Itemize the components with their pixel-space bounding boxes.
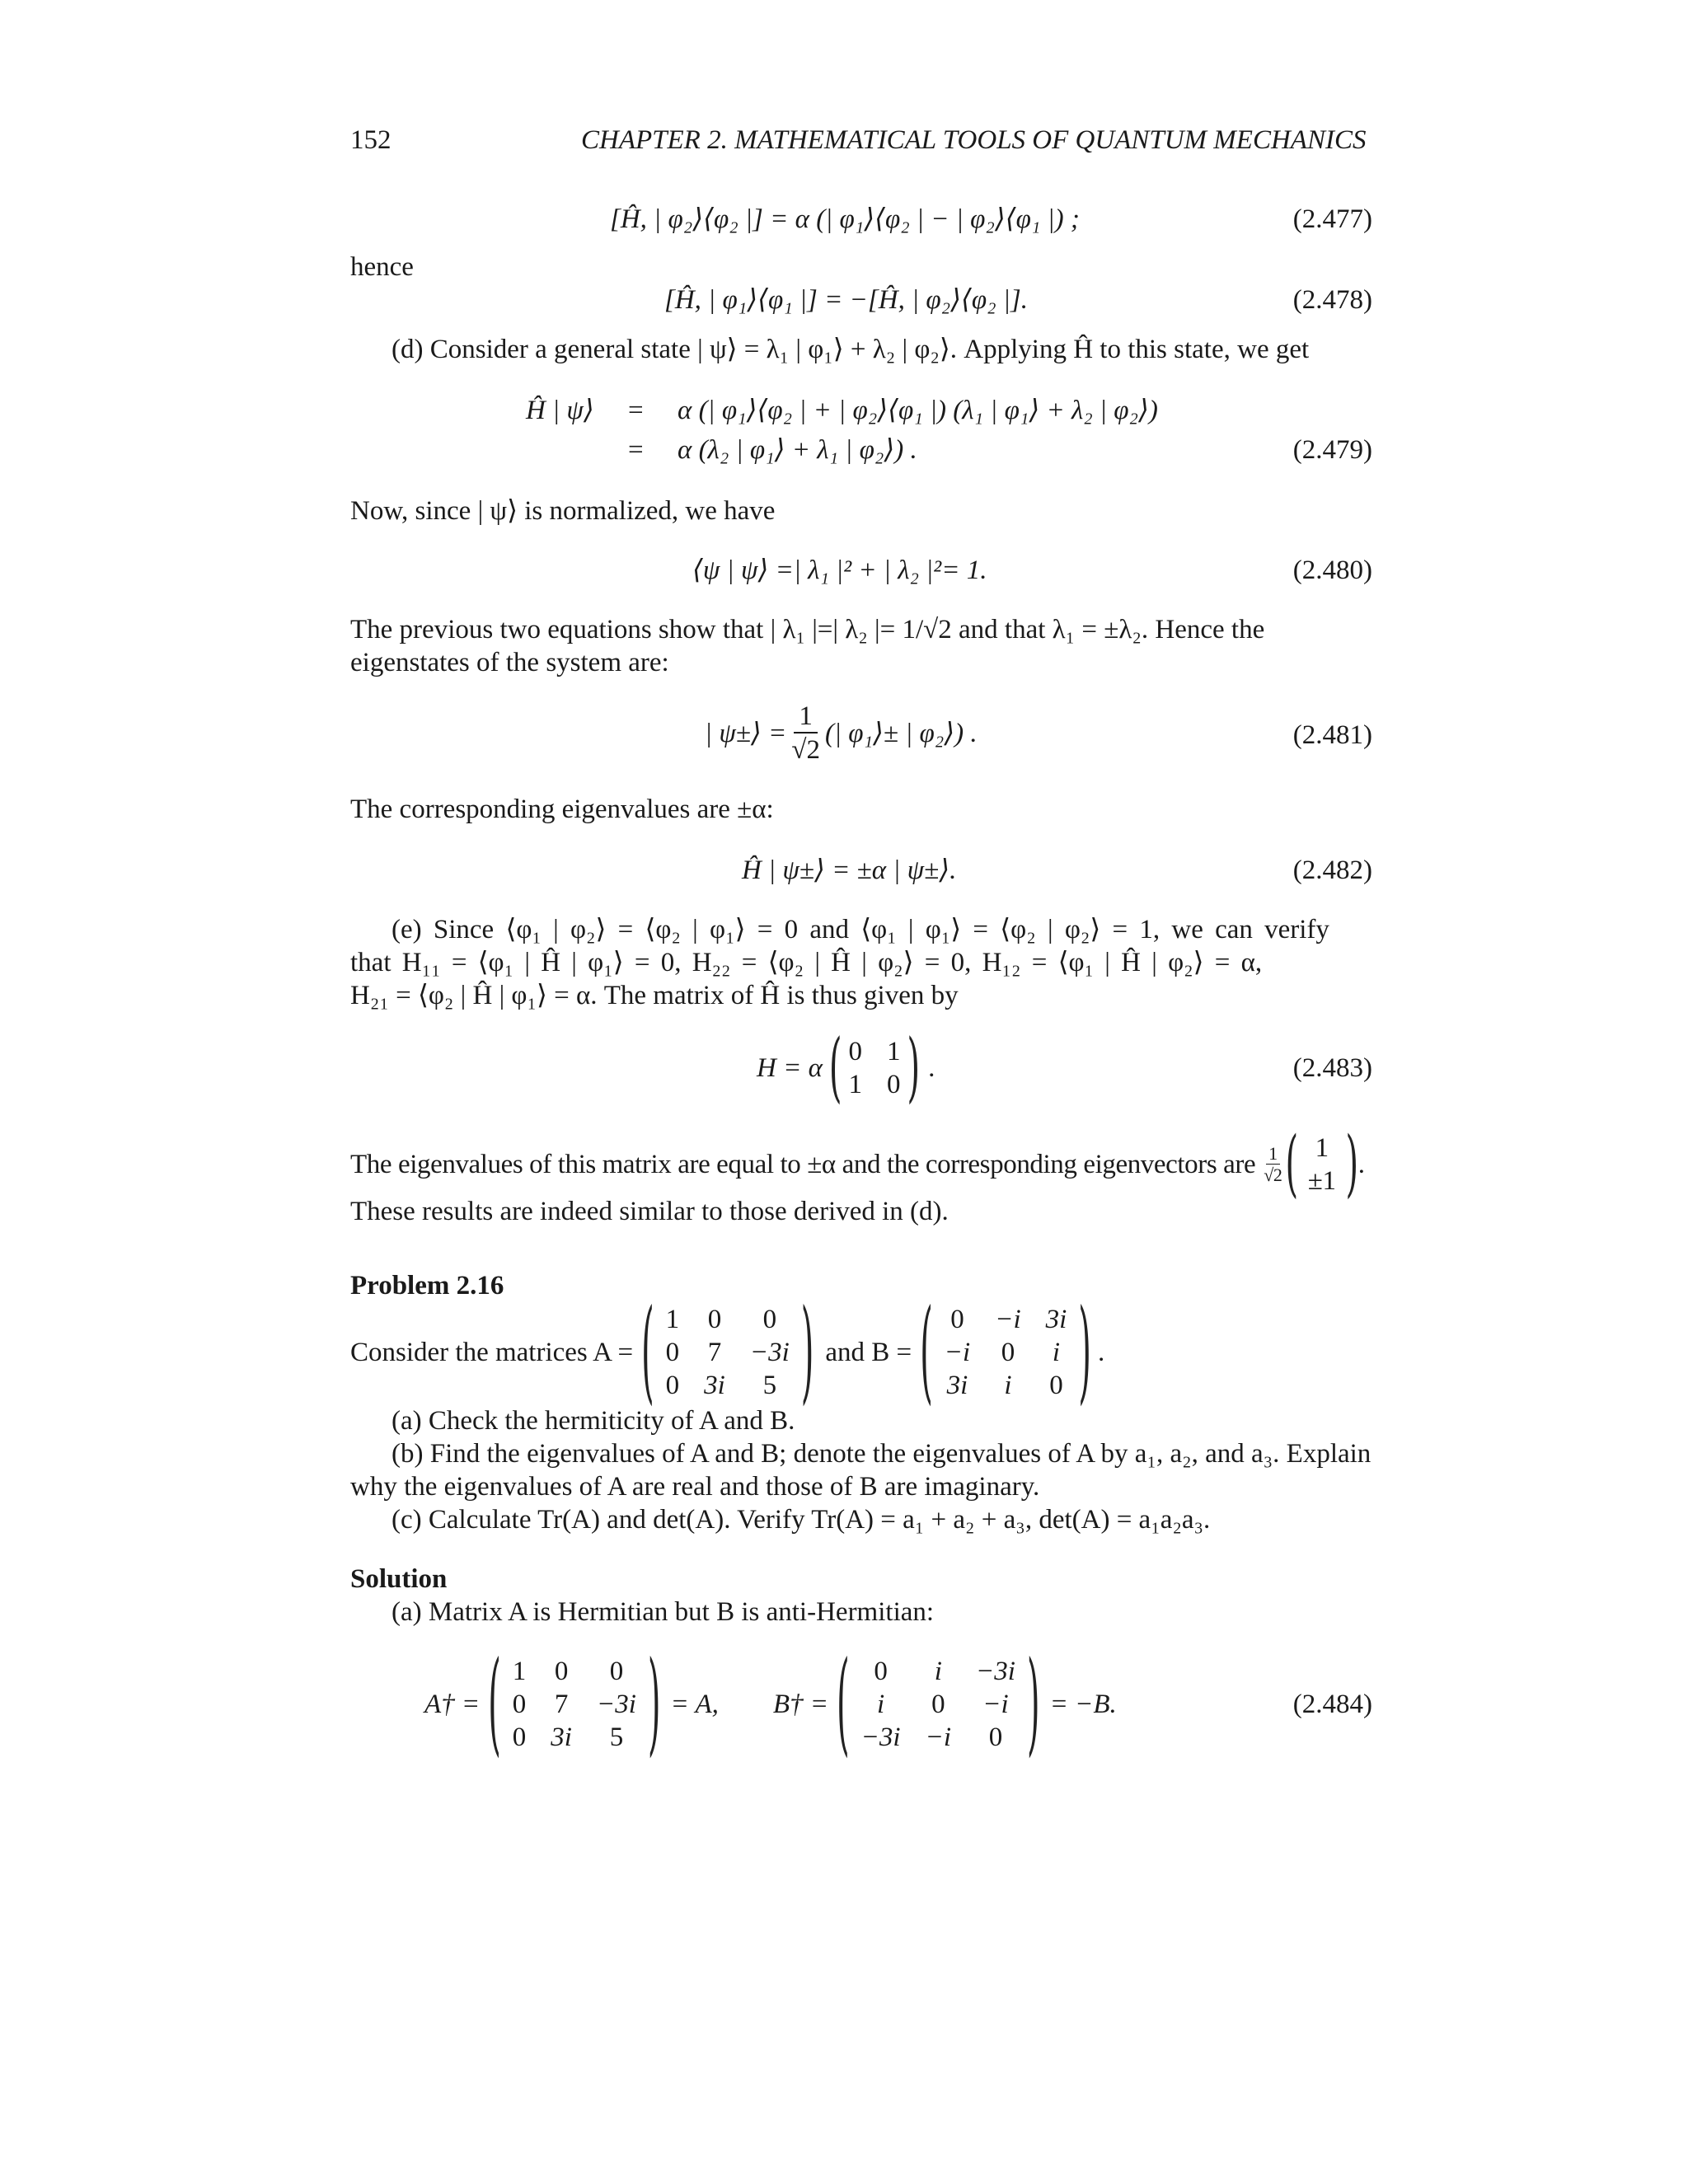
paragraph-previous-two-line-2: eigenstates of the system are: <box>350 648 669 677</box>
right-paren-icon: ) <box>1345 1122 1358 1207</box>
left-paren-icon: ( <box>828 1024 842 1112</box>
right-paren-icon: ) <box>1078 1287 1091 1418</box>
matrix-cell: 5 <box>762 1371 777 1400</box>
matrix-eigenvector <box>1285 1122 1358 1207</box>
equation-2484 <box>424 1639 1117 1769</box>
matrix-cell: 0 <box>665 1338 680 1367</box>
problem-matrices-line <box>350 1287 1105 1418</box>
matrix-b-grid <box>945 1304 1067 1401</box>
equation-2478: [Ĥ, | φ₁⟩⟨φ₁ |] = −[Ĥ, | φ₂⟩⟨φ₂ |]. <box>664 285 1029 315</box>
paragraph-eigenvectors <box>350 1122 1365 1207</box>
equation-2481-fraction <box>791 701 820 766</box>
paragraph-results-similar: These results are indeed similar to those derived in (d). <box>350 1197 949 1226</box>
matrix-cell: −3i <box>596 1690 636 1719</box>
equation-2481-rhs: (| φ₁⟩± | φ₂⟩) . <box>824 719 978 748</box>
matrix-cell: −3i <box>976 1657 1015 1686</box>
equation-number-2484: (2.484) <box>1292 1690 1372 1719</box>
matrix-cell: 0 <box>554 1657 569 1686</box>
equation-number-2477: (2.477) <box>1292 204 1372 234</box>
problem-title: Problem 2.16 <box>350 1271 504 1301</box>
matrix-cell: 0 <box>707 1305 722 1334</box>
right-paren-icon: ) <box>1026 1639 1040 1769</box>
matrix-cell: 1 <box>1315 1133 1329 1163</box>
equation-2483-lhs: H = α <box>757 1053 823 1083</box>
matrix-cell: 0 <box>848 1037 863 1066</box>
matrix-b-dagger <box>837 1639 1040 1769</box>
question-part-a: (a) Check the hermiticity of A and B. <box>392 1406 795 1436</box>
question-part-c: (c) Calculate Tr(A) and det(A). Verify Tr(A) = a₁ + a₂ + a₃, det(A) = a₁a₂a₃. <box>392 1505 1211 1535</box>
eigenvector-fraction <box>1264 1144 1282 1186</box>
matrix-cell: ±1 <box>1307 1166 1336 1196</box>
equation-2479-equals-1: = <box>628 396 644 425</box>
left-paren-icon: ( <box>641 1287 654 1418</box>
matrix-cell: 0 <box>887 1070 901 1099</box>
matrix-cell: i <box>877 1690 885 1719</box>
matrix-cell: 7 <box>554 1690 569 1719</box>
page-number: 152 <box>350 125 392 155</box>
text-hence: hence <box>350 252 414 282</box>
paragraph-part-e-line-3: H₂₁ = ⟨φ₂ | Ĥ | φ₁⟩ = α. The matrix of Ĥ is thus given by <box>350 981 959 1010</box>
equation-2483-tail: . <box>928 1053 935 1083</box>
paragraph-part-e-line-1: (e) Since ⟨φ₁ | φ₂⟩ = ⟨φ₂ | φ₁⟩ = 0 and ⟨φ₁ | φ₁⟩ = ⟨φ₂ | φ₂⟩ = 1, we can verify <box>392 915 1329 944</box>
paragraph-corresponding-eigenvalues: The corresponding eigenvalues are ±α: <box>350 794 774 824</box>
matrix-cell: 0 <box>1001 1338 1015 1367</box>
eigenvector-fraction-denominator: √2 <box>1264 1164 1282 1185</box>
matrix-h <box>828 1024 921 1112</box>
matrix-cell: −3i <box>749 1338 790 1367</box>
matrix-cell: 3i <box>704 1371 725 1400</box>
matrix-a-dagger-grid <box>513 1656 636 1753</box>
left-paren-icon: ( <box>1285 1122 1298 1207</box>
matrix-cell: −3i <box>860 1722 901 1752</box>
equation-number-2480: (2.480) <box>1292 555 1372 585</box>
matrix-a-grid <box>666 1304 790 1401</box>
matrix-b-dagger-grid <box>861 1656 1015 1753</box>
matrix-cell: 3i <box>946 1371 968 1400</box>
question-part-b-line-2: why the eigenvalues of A are real and those of B are imaginary. <box>350 1472 1040 1502</box>
equation-2479-lhs: Ĥ | ψ⟩ <box>526 396 594 425</box>
equation-number-2482: (2.482) <box>1292 855 1372 885</box>
matrix-cell: 0 <box>988 1722 1003 1752</box>
equation-2484-equals-minus-b: = −B. <box>1049 1690 1117 1719</box>
matrix-b <box>920 1287 1091 1418</box>
right-paren-icon: ) <box>647 1639 661 1769</box>
running-title: CHAPTER 2. MATHEMATICAL TOOLS OF QUANTUM MECHANICS <box>581 125 1367 155</box>
matrix-cell: −i <box>982 1690 1009 1719</box>
matrix-cell: i <box>1004 1371 1012 1400</box>
eigenvector-fraction-numerator: 1 <box>1266 1144 1280 1165</box>
matrix-cell: −i <box>925 1722 952 1752</box>
equation-2481 <box>705 701 978 766</box>
matrix-cell: −i <box>944 1338 971 1367</box>
matrix-cell: i <box>1052 1338 1061 1367</box>
equation-number-2478: (2.478) <box>1292 285 1372 315</box>
equation-number-2483: (2.483) <box>1292 1053 1372 1083</box>
matrix-cell: 0 <box>609 1657 624 1686</box>
left-paren-icon: ( <box>488 1639 501 1769</box>
equation-2477: [Ĥ, | φ₂⟩⟨φ₂ |] = α (| φ₁⟩⟨φ₂ | − | φ₂⟩⟨φ₁ |) ; <box>610 204 1080 234</box>
equation-2480: ⟨ψ | ψ⟩ =| λ₁ |² + | λ₂ |²= 1. <box>692 555 987 585</box>
matrix-cell: 0 <box>950 1305 964 1334</box>
matrix-cell: 0 <box>512 1722 527 1752</box>
paragraph-part-d: (d) Consider a general state | ψ⟩ = λ₁ | φ₁⟩ + λ₂ | φ₂⟩. Applying Ĥ to this state, we get <box>392 335 1310 364</box>
matrix-cell: 0 <box>931 1690 945 1719</box>
matrix-cell: 1 <box>848 1070 863 1099</box>
problem-matrices-and-b: and B = <box>825 1338 912 1367</box>
solution-title: Solution <box>350 1564 448 1594</box>
right-paren-icon: ) <box>907 1024 921 1112</box>
matrix-a-dagger <box>488 1639 661 1769</box>
paragraph-previous-two-line-1: The previous two equations show that | λ₁ |=| λ₂ |= 1/√2 and that λ₁ = ±λ₂. Hence the <box>350 615 1265 644</box>
matrix-cell: 0 <box>665 1371 680 1400</box>
equation-2481-lhs: | ψ±⟩ = <box>705 719 787 748</box>
matrix-cell: 1 <box>665 1305 680 1334</box>
equation-2481-denominator: √2 <box>791 735 820 765</box>
matrix-a <box>641 1287 814 1418</box>
matrix-cell: i <box>934 1657 942 1686</box>
matrix-h-grid <box>849 1036 901 1100</box>
problem-matrices-prefix: Consider the matrices A = <box>350 1338 634 1367</box>
equation-2479-rhs-2: α (λ₂ | φ₁⟩ + λ₁ | φ₂⟩) . <box>678 435 917 465</box>
paragraph-part-e-line-2: that H₁₁ = ⟨φ₁ | Ĥ | φ₁⟩ = 0, H₂₂ = ⟨φ₂ | Ĥ | φ₂⟩ = 0, H₁₂ = ⟨φ₁ | Ĥ | φ₂⟩ = α, <box>350 948 1263 977</box>
right-paren-icon: ) <box>800 1287 814 1418</box>
matrix-cell: 0 <box>762 1305 777 1334</box>
equation-number-2481: (2.481) <box>1292 720 1372 750</box>
left-paren-icon: ( <box>837 1639 850 1769</box>
matrix-cell: 5 <box>609 1722 624 1752</box>
problem-matrices-tail: . <box>1097 1338 1105 1367</box>
equation-2483 <box>757 1024 935 1112</box>
solution-part-a: (a) Matrix A is Hermitian but B is anti-Hermitian: <box>392 1597 935 1627</box>
matrix-cell: 7 <box>707 1338 722 1367</box>
equation-2484-a-dagger: A† = <box>424 1690 481 1719</box>
paragraph-eigenvectors-text: The eigenvalues of this matrix are equal to ±α and the corresponding eigenvectors are <box>350 1150 1256 1179</box>
matrix-cell: 0 <box>1049 1371 1063 1400</box>
equation-2482: Ĥ | ψ±⟩ = ±α | ψ±⟩. <box>742 855 957 885</box>
equation-number-2479: (2.479) <box>1292 435 1372 465</box>
matrix-cell: 1 <box>512 1657 527 1686</box>
left-paren-icon: ( <box>920 1287 933 1418</box>
equation-2484-equals-a: = A, <box>670 1690 719 1719</box>
matrix-cell: 1 <box>887 1037 901 1066</box>
equation-2481-numerator: 1 <box>794 701 818 733</box>
matrix-cell: 3i <box>551 1722 572 1752</box>
paragraph-now-since: Now, since | ψ⟩ is normalized, we have <box>350 496 776 526</box>
paragraph-eigenvectors-tail: . <box>1357 1150 1365 1179</box>
question-part-b-line-1: (b) Find the eigenvalues of A and B; denote the eigenvalues of A by a₁, a₂, and a₃. Explain <box>392 1439 1372 1469</box>
equation-2484-b-dagger: B† = <box>772 1690 829 1719</box>
matrix-cell: 0 <box>874 1657 888 1686</box>
equation-2479-equals-2: = <box>628 435 644 465</box>
matrix-cell: 3i <box>1045 1305 1067 1334</box>
equation-2479-rhs-1: α (| φ₁⟩⟨φ₂ | + | φ₂⟩⟨φ₁ |) (λ₁ | φ₁⟩ + λ₂ | φ₂⟩) <box>678 396 1158 425</box>
matrix-cell: −i <box>995 1305 1021 1334</box>
matrix-eigenvector-grid <box>1308 1132 1336 1197</box>
matrix-cell: 0 <box>512 1690 527 1719</box>
